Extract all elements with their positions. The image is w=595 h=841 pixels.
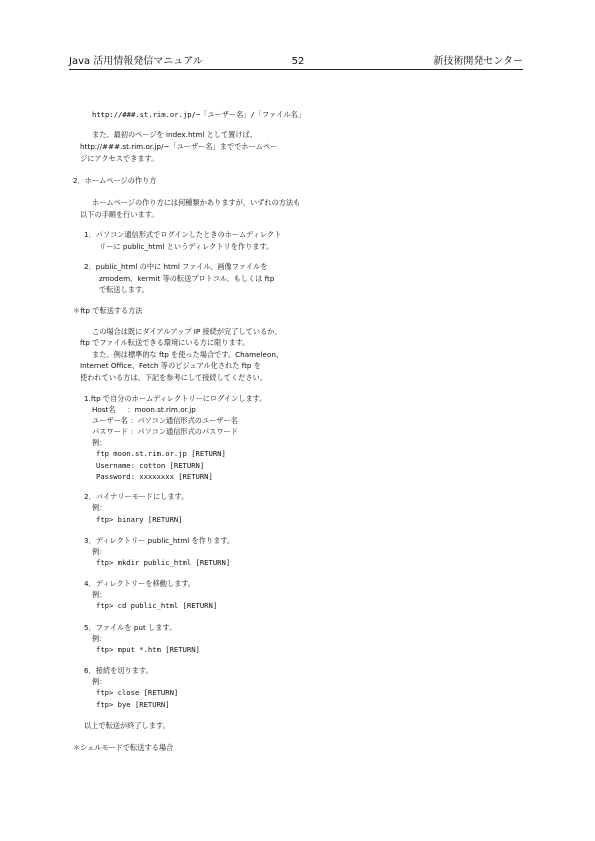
- header-divider: [69, 69, 523, 70]
- subsection-heading: ＊シェルモードで転送する場合: [73, 743, 174, 752]
- step-line: 4．ディレクトリーを移動します。: [84, 579, 196, 588]
- detail-line: Host名 ：moon.st.rim.or.jp: [92, 405, 196, 414]
- example-label: 例：: [92, 503, 107, 512]
- url-example-line: http://###.st.rim.or.jp/~「ユーザー名」/「ファイル名」: [92, 110, 305, 119]
- subsection-heading: ＊ftp で転送する方法: [73, 306, 143, 315]
- command-line: ftp> cd public_html [RETURN]: [96, 601, 218, 610]
- detail-line: パスワード ：パソコン通信形式のパスワード: [92, 427, 238, 436]
- text-line: http://###.st.rim.or.jp/~「ユーザー名」まででホームペー: [80, 142, 278, 151]
- section-heading: 2．ホームページの作り方: [73, 176, 157, 185]
- page-number: 52: [291, 56, 305, 67]
- text-line: また、最初のページを index.html として置けば、: [92, 130, 257, 139]
- step-line: 2．public_html の中に html ファイル、画像ファイルを: [84, 262, 268, 271]
- text-line: また、例は標準的な ftp を使った場合です。Chameleon、: [92, 350, 284, 359]
- text-line: Internet Office、Fetch 等のビジュアル化された ftp を: [80, 361, 261, 370]
- text-line: 使われている方は、下記を参考にして接続してください。: [80, 373, 267, 382]
- text-line: 以上で転送が終了します。: [84, 721, 170, 730]
- example-label: 例：: [92, 547, 107, 556]
- text-line: 以下の手順を行います。: [80, 210, 159, 219]
- example-label: 例：: [92, 438, 107, 447]
- command-line: Username: cotton [RETURN]: [96, 461, 205, 470]
- example-label: 例：: [92, 677, 107, 686]
- command-line: ftp> binary [RETURN]: [96, 515, 183, 524]
- step-line: リーに public_html というディレクトリを作ります。: [99, 242, 274, 251]
- command-line: ftp> close [RETURN]: [96, 688, 179, 697]
- example-label: 例：: [92, 634, 107, 643]
- text-line: ftp でファイル転送できる環境にいる方に限ります。: [80, 338, 250, 347]
- command-line: ftp> bye [RETURN]: [96, 700, 170, 709]
- header-title: Java 活用情報発信マニュアル: [69, 56, 203, 67]
- step-line: 1．パソコン通信形式でログインしたときのホームディレクト: [84, 230, 282, 239]
- command-line: ftp> mput *.htm [RETURN]: [96, 645, 200, 654]
- step-line: 6．接続を切ります。: [84, 666, 153, 675]
- command-line: Password: xxxxxxxx [RETURN]: [96, 472, 213, 481]
- step-line: 5．ファイルを put します。: [84, 623, 177, 632]
- detail-line: ユーザー名 ：パソコン通信形式のユーザー名: [92, 416, 238, 425]
- example-label: 例：: [92, 590, 107, 599]
- step-line: 2．バイナリーモードにします。: [84, 492, 189, 501]
- step-line: zmodem、kermit 等の転送プロトコル、もしくは ftp: [99, 274, 275, 283]
- step-line: 1.ftp で自分のホームディレクトリーにログインします。: [84, 394, 267, 403]
- command-line: ftp moon.st.rim.or.jp [RETURN]: [96, 449, 226, 458]
- step-line: 3．ディレクトリー public_html を作ります。: [84, 536, 235, 545]
- text-line: この場合は既にダイアルアップ IP 接続が完了しているか、: [92, 327, 282, 336]
- text-line: ホームページの作り方には何種類かありますが、いずれの方法も: [92, 198, 301, 207]
- header-organization: 新技術開発センター: [433, 56, 523, 67]
- step-line: で転送します。: [99, 285, 149, 294]
- text-line: ジにアクセスできます。: [80, 154, 159, 163]
- command-line: ftp> mkdir public_html [RETURN]: [96, 558, 231, 567]
